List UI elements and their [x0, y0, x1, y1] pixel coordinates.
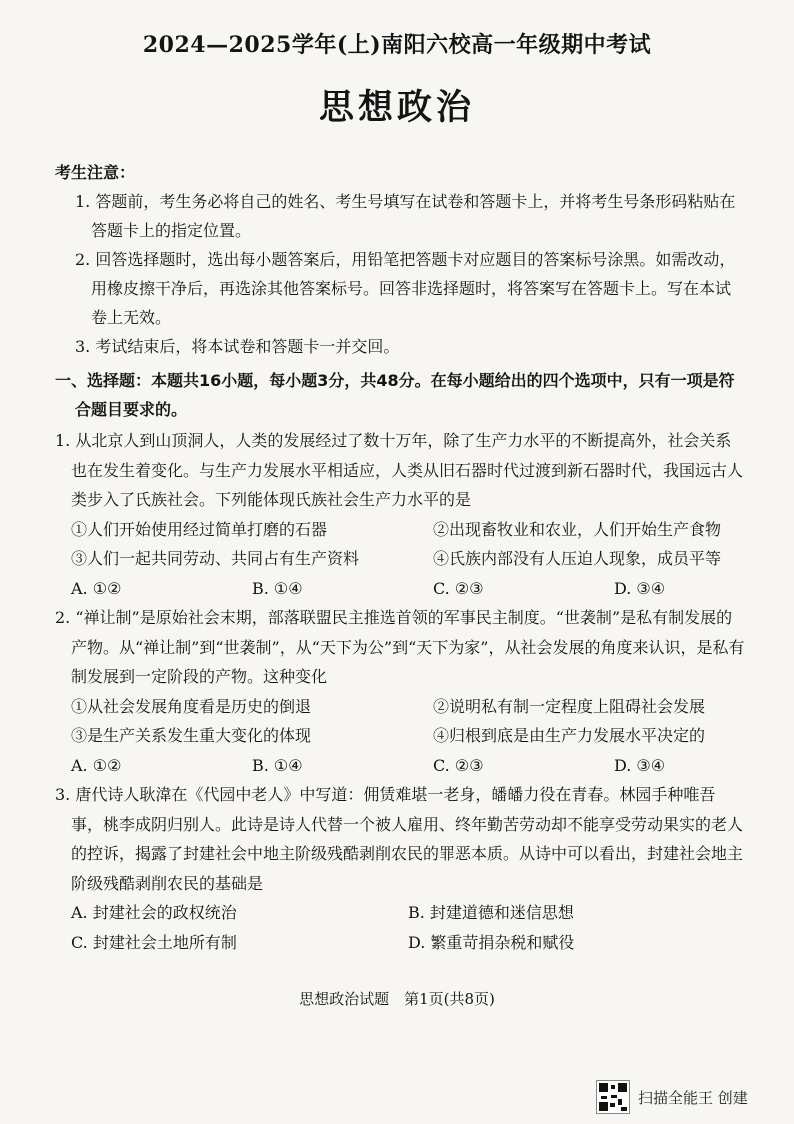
qr-code-icon	[596, 1080, 630, 1114]
question-2	[55, 603, 745, 780]
question-1	[55, 426, 745, 603]
notice-item: 3. 考试结束后，将本试卷和答题卡一并交回。	[75, 337, 400, 356]
answer-choice: A. ①②	[71, 578, 122, 598]
answer-choice: C. ②③	[433, 578, 484, 598]
notice-item: 2. 回答选择题时，选出每小题答案后，用铅笔把答题卡对应题目的答案标号涂黑。如需改动，用橡皮擦干净后，再选涂其他答案标号。回答非选择题时，将答案写在答题卡上。写在本试卷上无效。	[75, 250, 736, 327]
answer-choice: C. ②③	[433, 755, 484, 775]
section-header: 一、选择题：本题共16小题，每小题3分，共48分。在每小题给出的四个选项中，只有一项是符合题目要求的。	[55, 371, 735, 419]
answer-choice: A. ①②	[71, 755, 122, 775]
subject-title: 思想政治	[318, 87, 475, 128]
exam-title: 2024—2025学年(上)南阳六校高一年级期中考试	[142, 32, 652, 58]
statement-option: ④氏族内部没有人压迫人现象，成员平等	[433, 549, 722, 568]
statement-option: ②说明私有制一定程度上阻碍社会发展	[433, 696, 706, 716]
notice-heading: 考生注意：	[55, 163, 136, 182]
statement-option: ③人们一起共同劳动、共同占有生产资料	[71, 549, 360, 568]
answer-choice: D. ③④	[614, 755, 666, 775]
answer-choice: B. 封建道德和迷信思想	[408, 903, 574, 922]
answer-choice: B. ①④	[252, 755, 303, 775]
answer-choice: A. 封建社会的政权统治	[71, 903, 237, 922]
question-stem: 2. “禅让制”是原始社会末期，部落联盟民主推选首领的军事民主制度。“世袭制”是私有制发展的产物。从“禅让制”到“世袭制”，从“天下为公”到“天下为家”，从社会发展的角度来认识，是私有制发展到一定阶段的产物。这种变化	[55, 608, 745, 686]
question-stem: 1. 从北京人到山顶洞人，人类的发展经过了数十万年，除了生产力水平的不断提高外，社会关系也在发生着变化。与生产力发展水平相适应，人类从旧石器时代过渡到新石器时代，我国远古人类步入了氏族社会。下列能体现氏族社会生产力水平的是	[55, 431, 744, 509]
question-list	[55, 426, 745, 957]
statement-option: ①人们开始使用经过简单打磨的石器	[71, 519, 328, 539]
question-3	[55, 780, 745, 957]
statement-option: ②出现畜牧业和农业，人们开始生产食物	[433, 519, 722, 539]
scanner-text: 扫描全能王 创建	[638, 1088, 748, 1107]
answer-choice: D. 繁重苛捐杂税和赋役	[408, 932, 575, 952]
answer-choice: D. ③④	[614, 578, 666, 598]
candidate-notice	[55, 158, 745, 361]
statement-option: ④归根到底是由生产力发展水平决定的	[433, 726, 706, 745]
question-stem: 3. 唐代诗人耿湋在《代园中老人》中写道：佣赁难堪一老身，皤皤力役在青春。林园手种唯吾事，桃李成阴归别人。此诗是诗人代替一个被人雇用、终年勤苦劳动却不能享受劳动果实的老人的控诉，揭露了封建社会中地主阶级残酷剥削农民的罪恶本质。从诗中可以看出，封建社会地主阶级残酷剥削农民的基础是	[55, 785, 744, 893]
statement-option: ③是生产关系发生重大变化的体现	[71, 726, 312, 745]
scanner-watermark	[596, 1080, 748, 1114]
answer-choice: B. ①④	[252, 578, 303, 598]
page-footer: 思想政治试题 第1页(共8页)	[299, 990, 495, 1008]
answer-choice: C. 封建社会土地所有制	[71, 932, 237, 952]
notice-item: 1. 答题前，考生务必将自己的姓名、考生号填写在试卷和答题卡上，并将考生号条形码粘贴在答题卡上的指定位置。	[75, 192, 736, 240]
statement-option: ①从社会发展角度看是历史的倒退	[71, 696, 312, 716]
